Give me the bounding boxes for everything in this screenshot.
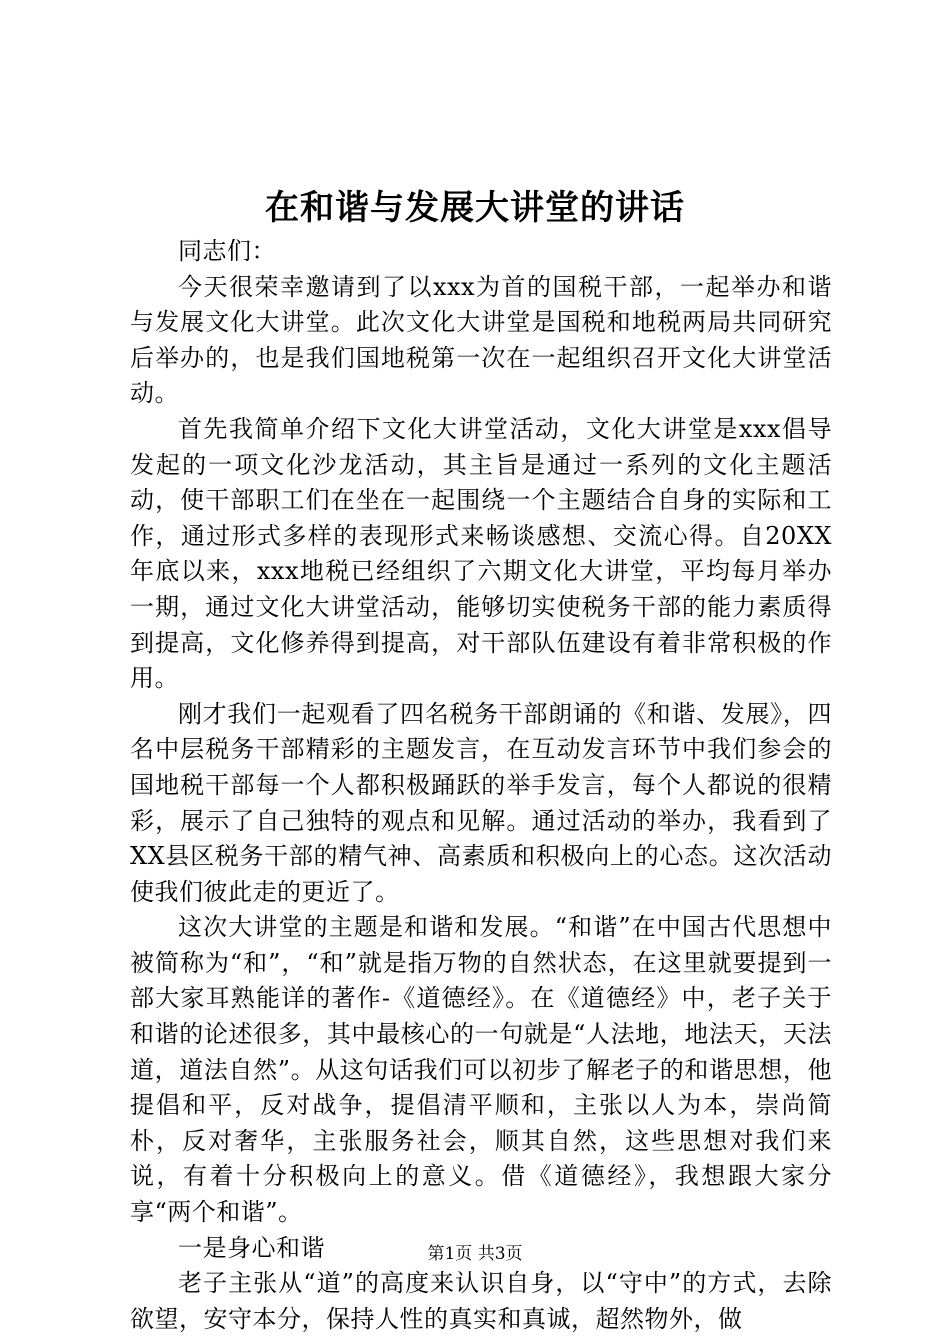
paragraph-laozi: 老子主张从“道”的高度来认识自身，以“守中”的方式，去除欲望，安守本分，保持人性的真实和真诚，超然物外，做 [130,1269,832,1333]
paragraph-greeting: 同志们： [178,237,276,265]
paragraph-activity-review: 刚才我们一起观看了四名税务干部朗诵的《和谐、发展》，四名中层税务干部精彩的主题发言，在互动发言环节中我们参会的国地税干部每一个人都积极踊跃的举手发言，每个人都说的很精彩，展示了自己独特的观点和见解。通过活动的举办，我看到了XX县区税务干部的精气神、高素质和积极向上的心态。这次活动使我们彼此走的更近了。 [130,699,832,906]
paragraph-lecture-overview: 首先我简单介绍下文化大讲堂活动，文化大讲堂是xxx倡导发起的一项文化沙龙活动，其主旨是通过一系列的文化主题活动，使干部职工们在坐在一起围绕一个主题结合自身的实际和工作，通过形式多样的表现形式来畅谈感想、交流心得。自20XX年底以来，xxx地税已经组织了六期文化大讲堂，平均每月举办一期，通过文化大讲堂活动，能够切实使税务干部的能力素质得到提高，文化修养得到提高，对干部队伍建设有着非常积极的作用。 [130,414,832,693]
document-body [130,234,832,1337]
paragraph-theme: 这次大讲堂的主题是和谐和发展。“和谐”在中国古代思想中被简称为“和”，“和”就是指万物的自然状态，在这里就要提到一部大家耳熟能详的著作-《道德经》。在《道德经》中，老子关于和谐的论述很多，其中最核心的一句就是“人法地，地法天，天法道，道法自然”。从这句话我们可以初步了解老子的和谐思想，他提倡和平，反对战争，提倡清平顺和，主张以人为本，崇尚简朴，反对奢华，主张服务社会，顺其自然，这些思想对我们来说，有着十分积极向上的意义。借《道德经》，我想跟大家分享“两个和谐”。 [130,913,832,1227]
paragraph-intro: 今天很荣幸邀请到了以xxx为首的国税干部，一起举办和谐与发展文化大讲堂。此次文化大讲堂是国税和地税两局共同研究后举办的，也是我们国地税第一次在一起组织召开文化大讲堂活动。 [130,272,832,408]
document-title: 在和谐与发展大讲堂的讲话 [265,188,685,228]
page-footer: 第1页 共3页 [427,1244,523,1264]
section-heading-body-mind-harmony: 一是身心和谐 [178,1233,325,1262]
